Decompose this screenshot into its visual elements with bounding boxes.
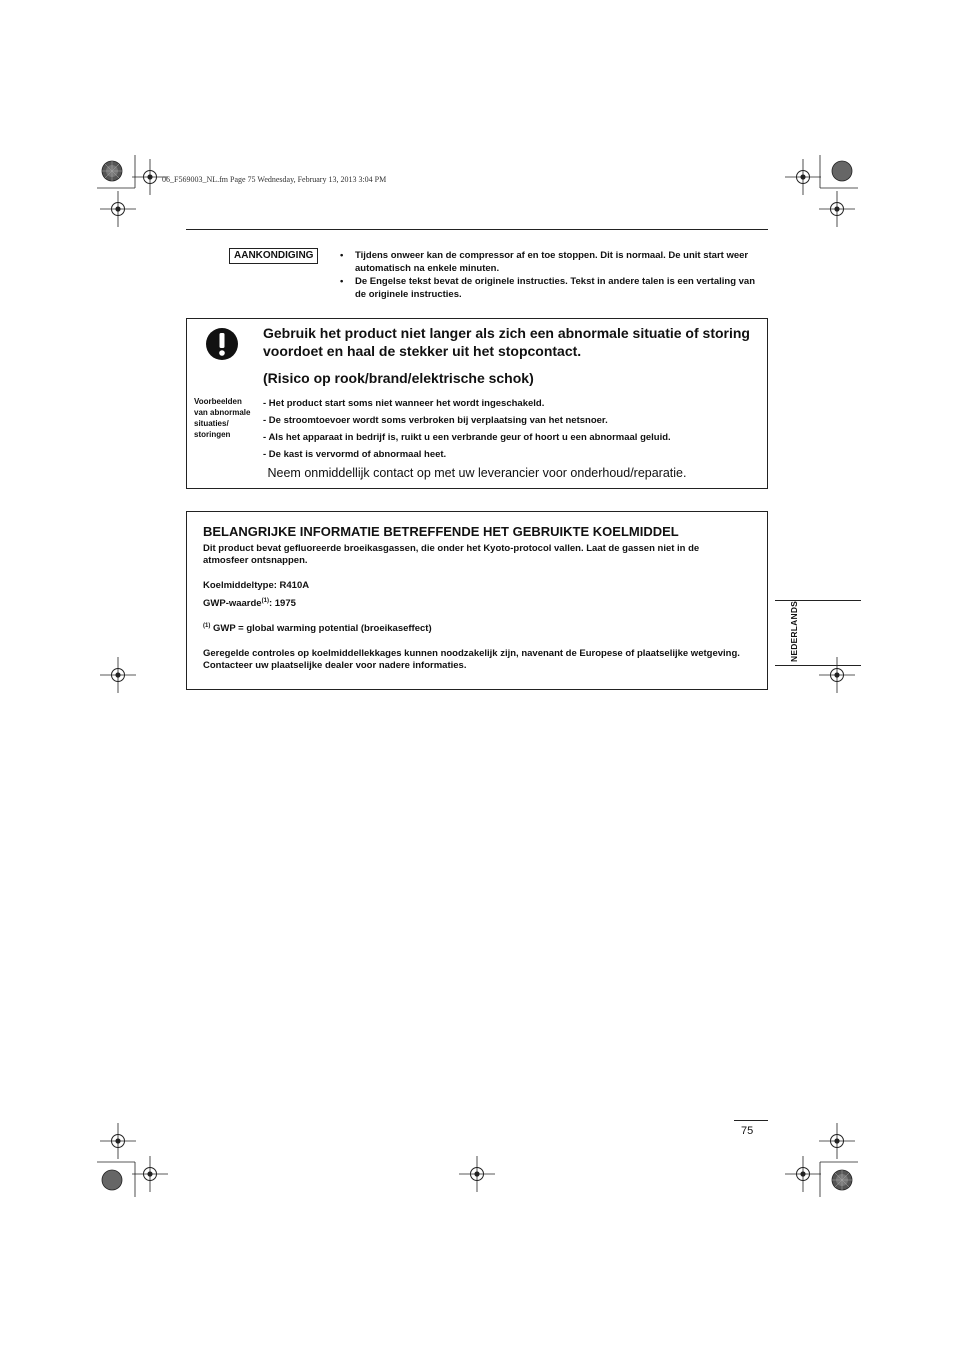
footnote-ref: (1)	[261, 598, 269, 604]
language-tab: NEDERLANDS	[789, 600, 799, 662]
language-tab-rule	[775, 665, 861, 666]
notice-list	[340, 249, 760, 301]
warning-heading: Gebruik het product niet langer als zich een abnormale situatie of storing voordoet en haal de stekker uit het stopcontact.	[263, 325, 750, 359]
warning-side-label: Voorbeelden van abnormale situaties/ storingen	[194, 397, 251, 439]
list-item: - De kast is vervormd of abnormaal heet.	[263, 449, 447, 460]
notice-tag: AANKONDIGING	[229, 248, 318, 264]
refrigerant-info-box	[186, 511, 768, 690]
list-item: - De stroomtoevoer wordt soms verbroken bij verplaatsing van het netsnoer.	[263, 415, 608, 426]
page-number: 75	[741, 1125, 754, 1137]
notice-item-text: De Engelse tekst bevat de originele instructies. Tekst in andere talen is een vertaling van de originele instructies.	[355, 276, 756, 300]
page-number-rule	[734, 1120, 768, 1121]
footnote-text: GWP = global warming potential (broeikaseffect)	[210, 623, 432, 634]
bullet-icon: •	[340, 276, 344, 287]
refrigerant-closing: Geregelde controles op koelmiddellekkages kunnen noodzakelijk zijn, navenant de Europese of plaatselijke wetgeving. Contacteer uw plaatselijke dealer voor nadere informaties.	[203, 648, 740, 671]
language-tab-rule	[775, 600, 861, 601]
refrigerant-type: Koelmiddeltype: R410A	[203, 580, 310, 591]
footnote-marker: (1)	[203, 623, 211, 629]
list-item: - Als het apparaat in bedrijf is, ruikt u een verbrande geur of hoort u een abnormaal geluid.	[263, 432, 671, 443]
notice-item	[340, 249, 760, 275]
warning-box	[186, 318, 768, 489]
file-info-header: 06_F569003_NL.fm Page 75 Wednesday, February 13, 2013 3:04 PM	[162, 175, 387, 184]
notice-item-text: Tijdens onweer kan de compressor af en toe stoppen. Dit is normaal. De unit start weer automatisch na enkele minuten.	[355, 250, 749, 274]
gwp-value: : 1975	[268, 598, 296, 609]
header-rule	[186, 229, 768, 230]
refrigerant-title: BELANGRIJKE INFORMATIE BETREFFENDE HET GEBRUIKTE KOELMIDDEL	[203, 524, 679, 539]
warning-footer: Neem onmiddellijk contact op met uw leverancier voor onderhoud/reparatie.	[267, 466, 687, 480]
footnote	[203, 623, 743, 635]
warning-examples-list	[263, 395, 753, 463]
gwp-line	[203, 598, 743, 610]
list-item: - Het product start soms niet wanneer het wordt ingeschakeld.	[263, 398, 545, 409]
warning-risk: (Risico op rook/brand/elektrische schok)	[263, 370, 534, 386]
notice-item	[340, 275, 760, 301]
bullet-icon: •	[340, 250, 344, 261]
gwp-label: GWP-waarde	[203, 598, 262, 609]
refrigerant-intro: Dit product bevat gefluoreerde broeikasgassen, die onder het Kyoto-protocol vallen. Laat de gassen niet in de atmosfeer ontsnappen.	[203, 543, 700, 566]
exclamation-warning-icon	[205, 327, 239, 361]
